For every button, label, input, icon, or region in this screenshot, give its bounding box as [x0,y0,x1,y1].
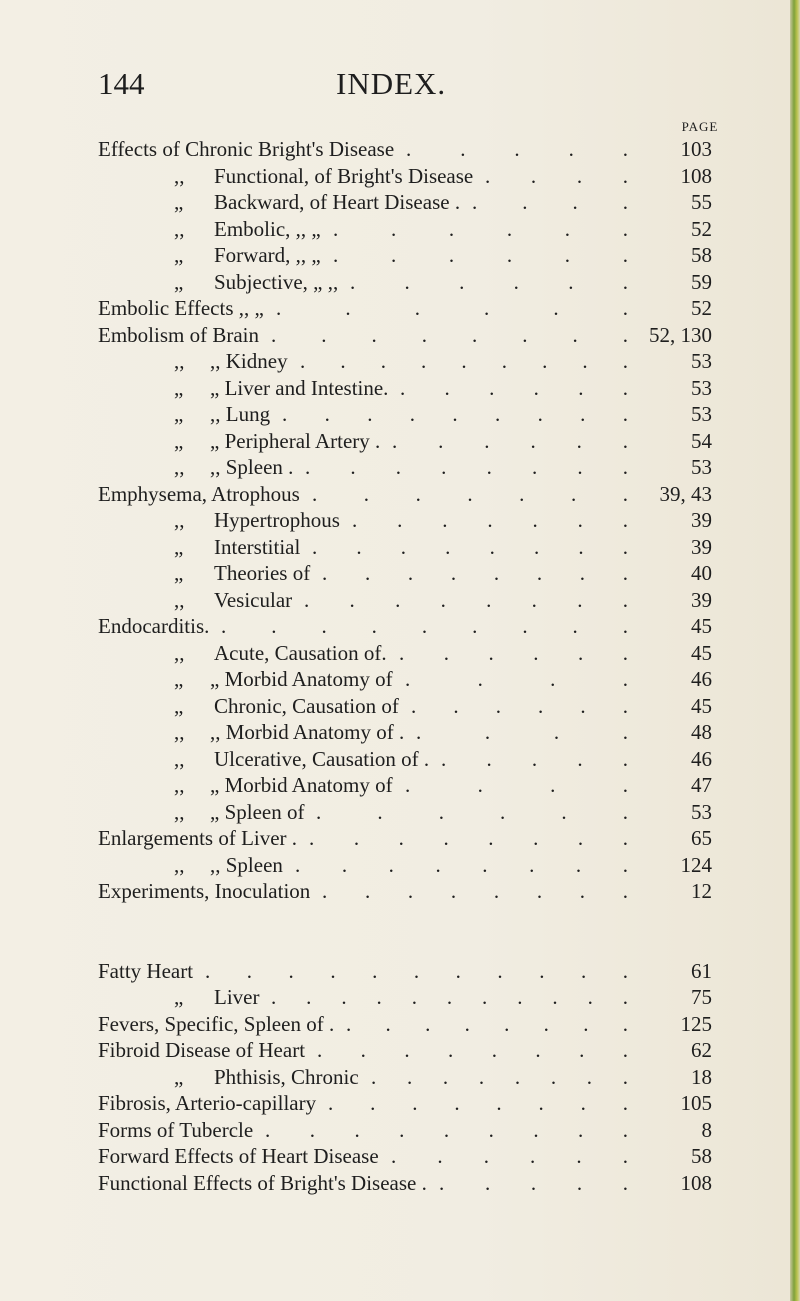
entry-term: Forms of Tubercle [98,1117,254,1142]
page-reference: 103 [680,137,712,161]
index-entry [0,666,790,693]
entry-term: Experiments, Inoculation [98,879,311,903]
index-entry [0,322,790,349]
ditto-mark: ,, [174,773,185,797]
entry-term: Enlargements of Liver . [98,826,298,850]
dot-leader: . . . . . . . . [322,879,628,903]
entry-term: „ Morbid Anatomy of [210,667,393,691]
ditto-mark: ,, [174,455,185,479]
page-reference: 108 [680,163,712,188]
entry-term: Functional, of Bright's Disease [214,163,474,188]
index-entry [0,1037,790,1064]
page-reference: 58 [691,1144,712,1168]
page-header [0,66,790,106]
entry-term: Fevers, Specific, Spleen of . [98,1011,335,1036]
index-entry [0,163,790,190]
page-reference: 46 [691,667,712,691]
index-entry [0,587,790,614]
dot-leader: . . . . . . . . . [221,614,628,638]
index-entry [0,878,790,905]
index-entry [0,693,790,720]
page-reference: 39 [691,587,712,612]
page-column-label: PAGE [681,119,719,134]
index-entry [0,481,790,508]
index-entry [0,772,790,799]
dot-leader: . . . . . . . . [312,534,628,559]
ditto-mark: ,, [174,852,185,877]
entry-term: ,, Lung [210,402,271,426]
dot-leader: . . . . . . [276,296,628,320]
entry-term: Subjective, „ ,, [214,269,339,294]
dot-leader: . . . . [485,163,628,188]
entry-term: Phthisis, Chronic [214,1064,359,1089]
entry-term: Effects of Chronic Bright's Disease [98,137,395,161]
index-entry [0,507,790,534]
dot-leader: . . . . . . [392,428,628,453]
index-entry [0,1064,790,1091]
page-reference: 125 [680,1011,712,1036]
page-reference: 46 [691,746,712,771]
index-entry [0,613,790,640]
ditto-mark: „ [174,561,184,585]
entry-term: Chronic, Causation of [214,693,399,718]
dot-leader: . . . . . . . . [309,826,628,850]
entry-term: Embolic, ,, „ [214,216,321,241]
dot-leader: . . . . . . . . [322,561,628,585]
dot-leader: . . . . . . . . . . . [205,958,628,983]
entry-term: Hypertrophous [214,508,340,532]
index-entry [0,269,790,296]
entry-term: ,, Spleen [210,852,283,877]
dot-leader: . . . . . . . . [305,455,628,479]
entry-term: Acute, Causation of. [214,640,387,665]
entry-term: Functional Effects of Bright's Disease . [98,1170,427,1195]
page-reference: 40 [691,561,712,585]
dot-leader: . . . . . . [333,216,628,241]
ditto-mark: „ [174,428,184,453]
ditto-mark: „ [174,667,184,691]
dot-leader: . . . . . . . . . [265,1117,628,1142]
dot-leader: . . . . . . . . [317,1038,628,1062]
ditto-mark: „ [174,375,184,400]
entry-term: Fibroid Disease of Heart [98,1038,306,1062]
ditto-mark: „ [174,243,184,267]
entry-term: Endocarditis. [98,614,210,638]
index-entry [0,136,790,163]
index-entry [0,746,790,773]
index-entry [0,852,790,879]
entry-term: Theories of [214,561,311,585]
index-entry [0,799,790,826]
page-reference: 39, 43 [659,481,712,506]
entry-term: Emphysema, Atrophous [98,481,300,506]
page-reference: 53 [691,375,712,400]
page-reference: 75 [691,985,712,1009]
index-entry [0,1170,790,1197]
index-entry [0,640,790,667]
page-edge [790,0,800,1301]
index-entry [0,189,790,216]
page-reference: 53 [691,349,712,373]
dot-leader: . . . . . . [411,693,628,718]
dot-leader: . . . . . . . . . . . [271,985,628,1009]
index-entry [0,348,790,375]
entry-term: „ Morbid Anatomy of [210,773,393,797]
ditto-mark: ,, [174,799,185,824]
page-reference: 105 [680,1091,712,1115]
ditto-mark: ,, [174,349,185,373]
ditto-mark: „ [174,402,184,426]
page-reference: 39 [691,508,712,532]
ditto-mark: ,, [174,640,185,665]
page-reference: 48 [691,720,712,744]
dot-leader: . . . . . [439,1170,628,1195]
dot-leader: . . . . . . [350,269,628,294]
index-entry [0,560,790,587]
page-reference: 65 [691,826,712,850]
ditto-mark: ,, [174,508,185,532]
page-reference: 55 [691,190,712,214]
dot-leader: . . . . . . . . [295,852,628,877]
dot-leader: . . . . [405,773,628,797]
entry-term: Forward, ,, „ [214,243,321,267]
page-reference: 45 [691,693,712,718]
page-reference: 39 [691,534,712,559]
index-entry [0,534,790,561]
dot-leader: . . . . . . . . [346,1011,628,1036]
page-reference: 45 [691,614,712,638]
dot-leader: . . . . . . [399,640,628,665]
dot-leader: . . . . . . . [352,508,628,532]
entry-term: Interstitial [214,534,301,559]
page-reference: 45 [691,640,712,665]
dot-leader: . . . . . . . . [304,587,628,612]
dot-leader: . . . . . . . . . [300,349,628,373]
page-reference: 61 [691,958,712,983]
index-entry [0,295,790,322]
ditto-mark: ,, [174,587,185,612]
ditto-mark: „ [174,1064,184,1089]
index-entry [0,958,790,985]
index-entry [0,1090,790,1117]
entry-term: Ulcerative, Causation of . [214,746,430,771]
index-entry [0,216,790,243]
page-reference: 8 [701,1117,712,1142]
page-number: 144 [98,66,145,101]
entry-term: Embolic Effects ,, „ [98,296,264,320]
running-title: INDEX. [336,66,447,101]
entry-term: „ Peripheral Artery . [210,428,381,453]
page-reference: 59 [691,269,712,294]
index-entry [0,1117,790,1144]
page-reference: 52, 130 [649,322,712,347]
entry-term: ,, Kidney [210,349,288,373]
entry-term: „ Liver and Intestine. [210,375,389,400]
dot-leader: . . . . . . [391,1144,628,1168]
dot-leader: . . . . . . . . [371,1064,628,1089]
entry-term: Fatty Heart [98,958,194,983]
dot-leader: . . . . . . [333,243,628,267]
index-entry [0,401,790,428]
page-reference: 52 [691,296,712,320]
dot-leader: . . . . [416,720,628,744]
entry-term: Vesicular [214,587,293,612]
entry-term: ,, Spleen . [210,455,294,479]
index-entry [0,375,790,402]
ditto-mark: ,, [174,720,185,744]
ditto-mark: „ [174,693,184,718]
page-reference: 124 [680,852,712,877]
ditto-mark: ,, [174,216,185,241]
index-entry [0,719,790,746]
entry-term: Fibrosis, Arterio-capillary [98,1091,317,1115]
index-entry [0,984,790,1011]
dot-leader: . . . . . [441,746,628,771]
index-entry [0,1011,790,1038]
page-reference: 52 [691,216,712,241]
index-entry [0,242,790,269]
page-reference: 108 [680,1170,712,1195]
dot-leader: . . . . . . . [312,481,628,506]
index-entry [0,1143,790,1170]
page-reference: 62 [691,1038,712,1062]
dot-leader: . . . . . . . . [271,322,628,347]
page-reference: 12 [691,879,712,903]
page-reference: 58 [691,243,712,267]
dot-leader: . . . . . . . . [328,1091,628,1115]
dot-leader: . . . . . . . . . [282,402,628,426]
ditto-mark: „ [174,190,184,214]
ditto-mark: „ [174,534,184,559]
entry-term: Liver [214,985,260,1009]
ditto-mark: ,, [174,746,185,771]
dot-leader: . . . . . . [400,375,628,400]
dot-leader: . . . . [405,667,628,691]
ditto-mark: ,, [174,163,185,188]
entry-term: Embolism of Brain [98,322,259,347]
dot-leader: . . . . . [406,137,628,161]
entry-term: Forward Effects of Heart Disease [98,1144,379,1168]
dot-leader: . . . . [472,190,628,214]
entry-term: „ Spleen of [210,799,305,824]
ditto-mark: „ [174,985,184,1009]
index-entry [0,825,790,852]
index-entry [0,428,790,455]
page-reference: 53 [691,455,712,479]
dot-leader: . . . . . . [316,799,628,824]
index-entry [0,454,790,481]
page-reference: 18 [691,1064,712,1089]
page-reference: 53 [691,799,712,824]
page-reference: 53 [691,402,712,426]
page-reference: 54 [691,428,712,453]
page-reference: 47 [691,773,712,797]
entry-term: Backward, of Heart Disease . [214,190,461,214]
ditto-mark: „ [174,269,184,294]
entry-term: ,, Morbid Anatomy of . [210,720,405,744]
